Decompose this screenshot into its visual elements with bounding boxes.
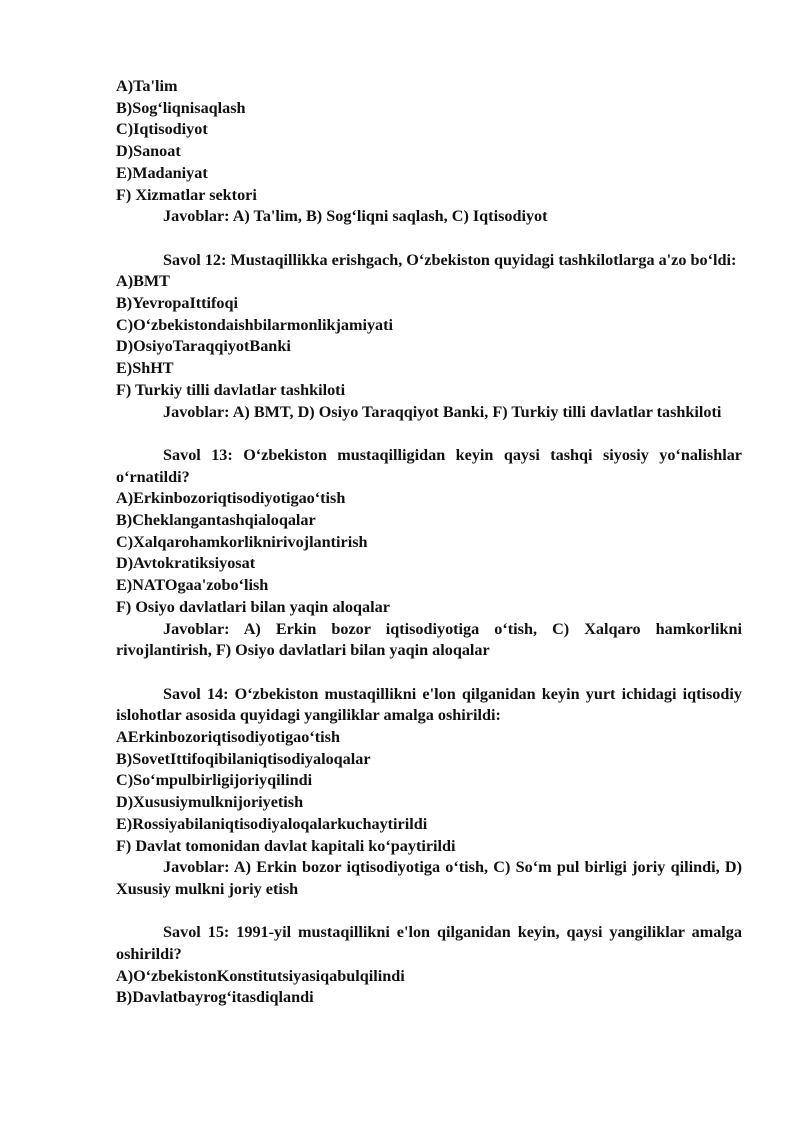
answer-options-block: [116, 76, 742, 228]
option-a: AErkinbozoriqtisodiyotigao‘tish: [116, 728, 340, 747]
answer-text: Javoblar: A) BMT, D) Osiyo Taraqqiyot Banki, F) Turkiy tilli davlatlar tashkiloti: [163, 402, 722, 421]
option-e: E)ShHT: [116, 359, 174, 378]
spacer: [116, 228, 742, 250]
answer-text: Javoblar: A) Ta'lim, B) Sog‘liqni saqlash, C) Iqtisodiyot: [163, 207, 548, 226]
question-14: [116, 684, 742, 901]
option-f: F) Turkiy tilli davlatlar tashkiloti: [116, 380, 346, 399]
question-15: [116, 922, 742, 1009]
option-b: B)Cheklangantashqialoqalar: [116, 511, 316, 530]
option-e: E)NATOgaa'zobo‘lish: [116, 576, 269, 595]
question-text: Savol 12: Mustaqillikka erishgach, O‘zbekiston quyidagi tashkilotlarga a'zo bo‘ldi:: [163, 250, 737, 269]
option-b: B)YevropaIttifoqi: [116, 294, 239, 313]
option-f: F) Xizmatlar sektori: [116, 185, 257, 204]
option-c: C)Xalqarohamkorliknirivojlantirish: [116, 532, 368, 551]
option-b: B)Davlatbayrog‘itasdiqlandi: [116, 988, 314, 1007]
option-e: E)Rossiyabilaniqtisodiyaloqalarkuchaytirildi: [116, 814, 428, 833]
option-d: D)Sanoat: [116, 142, 181, 161]
option-d: D)Xususiymulknijoriyetish: [116, 793, 304, 812]
question-text: Savol 15: 1991-yil mustaqillikni e'lon qilganidan keyin, qaysi yangiliklar amalga oshirildi?: [116, 923, 742, 964]
option-d: D)OsiyoTaraqqiyotBanki: [116, 337, 291, 356]
spacer: [116, 662, 742, 684]
spacer: [116, 901, 742, 923]
question-text: Savol 13: O‘zbekiston mustaqilligidan keyin qaysi tashqi siyosiy yo‘nalishlar o‘rnatildi?: [116, 445, 742, 486]
question-text: Savol 14: O‘zbekiston mustaqillikni e'lon qilganidan keyin yurt ichidagi iqtisodiy islohotlar asosida quyidagi yangiliklar amalga oshirildi:: [116, 684, 742, 725]
option-a: A)Ta'lim: [116, 77, 178, 95]
answer-text: Javoblar: A) Erkin bozor iqtisodiyotiga o‘tish, C) Xalqaro hamkorlikni rivojlantirish, F) Osiyo davlatlari bilan yaqin aloqalar: [116, 619, 742, 660]
question-12: [116, 250, 742, 424]
option-d: D)Avtokratiksiyosat: [116, 554, 256, 573]
option-e: E)Madaniyat: [116, 163, 208, 182]
question-13: [116, 445, 742, 662]
option-a: A)O‘zbekistonKonstitutsiyasiqabulqilindi: [116, 966, 405, 985]
option-b: B)SovetIttifoqibilaniqtisodiyaloqalar: [116, 749, 371, 768]
answer-text: Javoblar: A) Erkin bozor iqtisodiyotiga o‘tish, C) So‘m pul birligi joriy qilindi, D) Xususiy mulkni joriy etish: [116, 858, 742, 898]
option-c: C)O‘zbekistondaishbilarmonlikjamiyati: [116, 315, 394, 334]
option-b: B)Sog‘liqnisaqlash: [116, 98, 246, 117]
option-c: C)Iqtisodiyot: [116, 120, 208, 139]
option-f: F) Osiyo davlatlari bilan yaqin aloqalar: [116, 597, 390, 616]
option-a: A)BMT: [116, 272, 170, 291]
spacer: [116, 423, 742, 445]
option-a: A)Erkinbozoriqtisodiyotigao‘tish: [116, 489, 346, 508]
document-page: [116, 76, 742, 1009]
option-f: F) Davlat tomonidan davlat kapitali ko‘paytirildi: [116, 836, 456, 855]
option-c: C)So‘mpulbirligijoriyqilindi: [116, 771, 313, 790]
